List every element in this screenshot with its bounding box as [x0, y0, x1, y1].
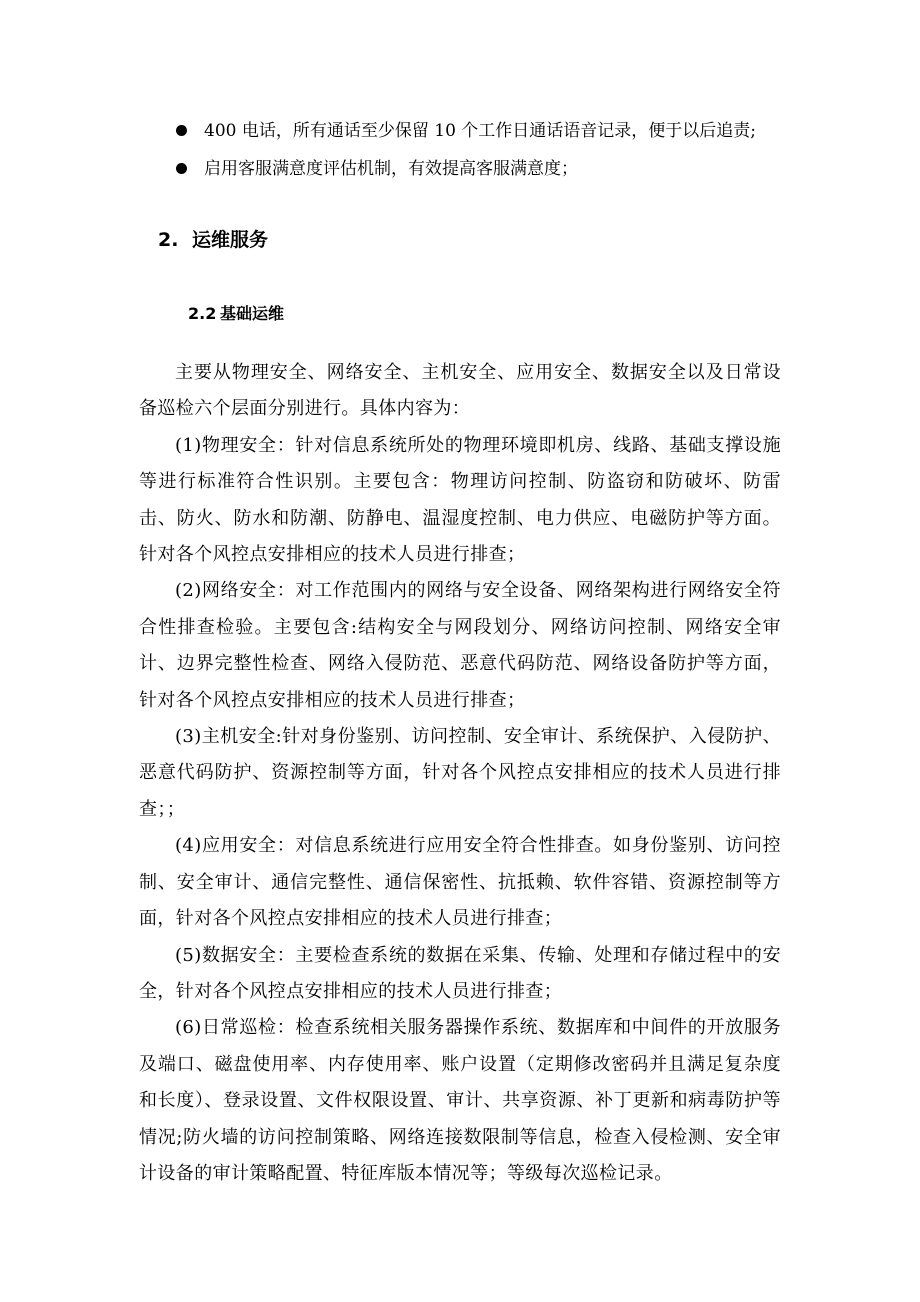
bullet-text: 启用客服满意度评估机制，有效提高客服满意度；	[204, 159, 578, 179]
subsection-title: 基础运维	[220, 304, 285, 323]
subsection-heading	[188, 300, 284, 328]
bullet-list	[174, 116, 794, 192]
section-heading	[158, 224, 268, 256]
data-security-paragraph: (5)数据安全：主要检查系统的数据在采集、传输、处理和存储过程中的安全，针对各个风控点安排相应的技术人员进行排查；	[139, 944, 781, 1002]
intro-paragraph: 主要从物理安全、网络安全、主机安全、应用安全、数据安全以及日常设备巡检六个层面分别进行。具体内容为：	[139, 362, 781, 420]
network-security-paragraph: (2)网络安全：对工作范围内的网络与安全设备、网络架构进行网络安全符合性排查检验。主要包含:结构安全与网段划分、网络访问控制、网络安全审计、边界完整性检查、网络入侵防范、恶意代码防范、网络设备防护等方面，针对各个风控点安排相应的技术人员进行排查；	[139, 580, 781, 711]
subsection-number: 2.2	[188, 304, 217, 323]
bullet-item	[174, 116, 794, 154]
application-security-paragraph: (4)应用安全：对信息系统进行应用安全符合性排查。如身份鉴别、访问控制、安全审计、通信完整性、通信保密性、抗抵赖、软件容错、资源控制等方面，针对各个风控点安排相应的技术人员进行排查；	[139, 835, 781, 930]
body-text	[139, 355, 781, 1192]
bullet-text: 400 电话，所有通话至少保留 10 个工作日通话语音记录，便于以后追责;	[204, 121, 757, 141]
bullet-item	[174, 154, 794, 192]
daily-inspection-paragraph: (6)日常巡检：检查系统相关服务器操作系统、数据库和中间件的开放服务及端口、磁盘使用率、内存使用率、账户设置（定期修改密码并且满足复杂度和长度）、登录设置、文件权限设置、审计、共享资源、补丁更新和病毒防护等情况;防火墙的访问控制策略、网络连接数限制等信息，检查入侵检测、安全审计设备的审计策略配置、特征库版本情况等；等级每次巡检记录。	[139, 1017, 781, 1184]
section-title: 运维服务	[192, 229, 269, 251]
physical-security-paragraph: (1)物理安全：针对信息系统所处的物理环境即机房、线路、基础支撑设施等进行标准符合性识别。主要包含：物理访问控制、防盗窃和防破坏、防雷击、防火、防水和防潮、防静电、温湿度控制、电力供应、电磁防护等方面。针对各个风控点安排相应的技术人员进行排查；	[139, 434, 781, 566]
bullet-dot-icon	[176, 125, 187, 136]
section-number: 2.	[158, 229, 179, 251]
bullet-dot-icon	[176, 163, 187, 174]
host-security-paragraph: (3)主机安全:针对身份鉴别、访问控制、安全审计、系统保护、入侵防护、恶意代码防护、资源控制等方面，针对各个风控点安排相应的技术人员进行排查；；	[139, 726, 781, 820]
